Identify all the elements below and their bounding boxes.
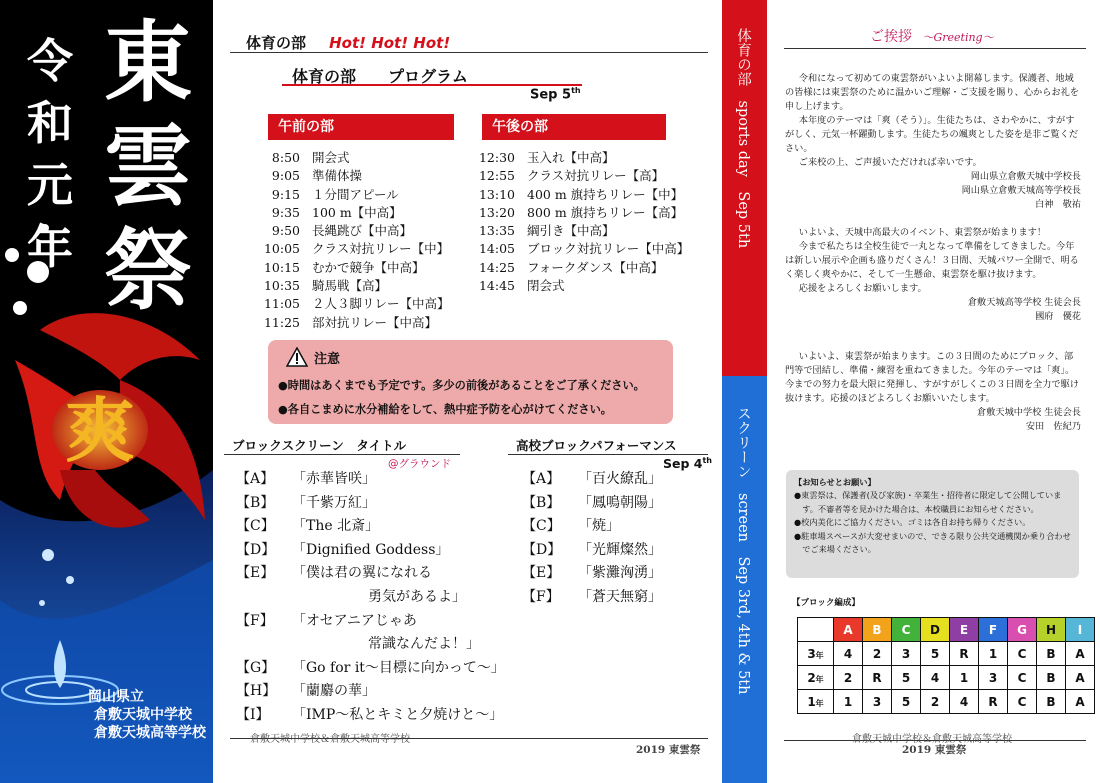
schedule-row xyxy=(260,222,450,240)
grade-unit: 年 xyxy=(815,650,824,660)
title-char: 東 xyxy=(103,10,192,114)
block-cell: B xyxy=(1037,642,1066,666)
block-cell: 3 xyxy=(979,666,1008,690)
block-header-cell: I xyxy=(1066,618,1095,642)
block-title: 「IMP～私とキミと夕焼けと～」 xyxy=(292,706,504,723)
page-header-label: 体育の部 xyxy=(246,34,307,52)
school-names xyxy=(88,688,206,742)
cover-poster xyxy=(0,0,213,783)
corner-cell xyxy=(798,618,834,642)
block-letter: 【E】 xyxy=(236,565,275,582)
block-title: 「焼」 xyxy=(578,518,620,535)
grade-row xyxy=(798,690,1095,714)
era-vertical-text xyxy=(22,30,78,278)
performance-title-list xyxy=(522,468,662,610)
screen-venue: @グラウンド xyxy=(388,458,451,470)
block-title: 「赤華皆咲」 xyxy=(292,471,376,487)
schedule-time: 14:25 xyxy=(478,259,515,275)
greeting-heading xyxy=(870,26,994,46)
spine-bottom-text: スクリーン screen Sep 3rd, 4th & 5th xyxy=(735,406,751,695)
schedule-row xyxy=(475,259,689,277)
block-letter: 【D】 xyxy=(522,541,562,558)
performance-title-item xyxy=(522,492,662,516)
schedule-row xyxy=(260,240,450,258)
block-cell: 3 xyxy=(863,690,892,714)
performance-title-item xyxy=(522,468,662,492)
block-title: 「蒼天無窮」 xyxy=(578,588,662,605)
block-cell: 4 xyxy=(834,642,863,666)
block-letter: 【A】 xyxy=(236,471,275,487)
block-header-cell: G xyxy=(1008,618,1037,642)
school-junior-high: 倉敷天城中学校 xyxy=(94,707,192,723)
greeting-title: ご挨拶 xyxy=(870,29,912,45)
schedule-event: 綱引き【中高】 xyxy=(527,223,615,239)
schedule-time: 10:35 xyxy=(263,278,300,294)
block-cell: A xyxy=(1066,642,1095,666)
spine-top-text: 体育の部 sports day Sep 5th xyxy=(735,28,751,249)
screen-title-item xyxy=(236,515,505,539)
screen-title-item xyxy=(236,657,505,681)
block-cell: R xyxy=(950,642,979,666)
block-cell: 1 xyxy=(979,642,1008,666)
signature-line: 倉敷天城高等学校 生徒会長 xyxy=(967,297,1081,308)
block-title: 「オセアニアじゃあ xyxy=(292,612,417,629)
block-letter: 【F】 xyxy=(236,612,274,629)
performance-title-item xyxy=(522,515,662,539)
schedule-event: 長縄跳び【中高】 xyxy=(312,223,413,239)
screen-title-item xyxy=(236,680,505,704)
schedule-time: 14:45 xyxy=(478,278,515,294)
screen-title-item xyxy=(236,704,505,728)
greeting-paragraph: 令和になって初めての東雲祭がいよいよ開幕します。保護者、地域の皆様には東雲祭のために温かいご理解・ご支援を賜り、心からお礼を申し上げます。 xyxy=(785,73,1079,112)
block-title: 「Go for it～目標に向かって～」 xyxy=(292,659,505,676)
performance-date-sup: th xyxy=(702,456,713,465)
block-letter: 【C】 xyxy=(522,518,561,535)
performance-section-rule xyxy=(508,454,708,455)
schedule-time: 14:05 xyxy=(478,241,515,257)
greeting-paragraph: 応援をよろしくお願いします。 xyxy=(798,283,927,294)
block-cell: 2 xyxy=(834,666,863,690)
block-header-cell: D xyxy=(921,618,950,642)
warning-icon xyxy=(286,347,308,367)
caution-box xyxy=(268,340,673,424)
performance-title-item xyxy=(522,539,662,563)
greeting-principal xyxy=(785,72,1081,212)
schedule-event: むかで競争【中高】 xyxy=(312,259,425,275)
schedule-event: クラス対抗リレー【中】 xyxy=(312,241,450,257)
caution-title: 注意 xyxy=(314,351,341,367)
greeting-hs-president xyxy=(785,226,1081,324)
greeting-subtitle: ～Greeting～ xyxy=(922,31,994,44)
grade-unit: 年 xyxy=(815,674,824,684)
block-letter: 【C】 xyxy=(236,518,275,535)
caution-line: ●時間はあくまでも予定です。多少の前後があることをご了承ください。 xyxy=(278,379,645,392)
block-letter: 【A】 xyxy=(522,471,561,487)
schedule-event: 100 m【中高】 xyxy=(312,204,402,220)
screen-section-title: ブロックスクリーン タイトル xyxy=(232,438,407,453)
notice-box xyxy=(786,470,1079,578)
block-cell: R xyxy=(979,690,1008,714)
era-char: 年 xyxy=(27,220,73,274)
block-cell: 4 xyxy=(921,666,950,690)
spine-red xyxy=(722,0,767,376)
svg-text:爽: 爽 xyxy=(65,389,135,472)
school-prefecture: 岡山県立 xyxy=(88,689,144,705)
schedule-time: 12:30 xyxy=(478,150,515,165)
block-letter xyxy=(236,586,292,610)
era-char: 和 xyxy=(27,96,73,150)
schedule-row xyxy=(475,186,689,204)
schedule-row xyxy=(260,295,450,313)
page-header-accent: Hot! Hot! Hot! xyxy=(329,34,451,52)
performance-title-item xyxy=(522,562,662,586)
block-letter: 【H】 xyxy=(236,683,277,700)
block-cell: 1 xyxy=(950,666,979,690)
schedule-event: ２人３脚リレー【中高】 xyxy=(312,296,450,312)
era-char: 元 xyxy=(27,158,73,212)
notice-title: 【お知らせとお願い】 xyxy=(794,477,876,487)
block-letter: 【B】 xyxy=(236,494,275,511)
greeting-paragraph: いよいよ、東雲祭が始まります。この３日間のためにブロック、部門等で団結し、準備・練習を重ねてきました。今年のテーマは「爽」。今までの努力を最大限に発揮し、すがすがしくこの３日間を全力で駆け抜けます。応援のほどよろしくお願いいたします。 xyxy=(785,351,1079,404)
schedule-event: 800 m 旗持ちリレー【高】 xyxy=(527,204,684,220)
schedule-time: 9:15 xyxy=(271,186,300,202)
right-footer-year: 2019 東雲祭 xyxy=(902,744,967,756)
block-letter: 【B】 xyxy=(522,494,561,511)
block-letter: 【F】 xyxy=(522,588,560,605)
signature-line: 倉敷天城中学校 生徒会長 xyxy=(977,407,1081,418)
program-date xyxy=(530,86,581,102)
performance-title-item xyxy=(522,586,662,610)
schedule-time: 13:35 xyxy=(478,223,515,239)
schedule-event: 開会式 xyxy=(312,150,350,165)
block-title: 常識なんだよ！」 xyxy=(368,636,480,653)
school-high: 倉敷天城高等学校 xyxy=(94,725,206,741)
schedule-time: 13:20 xyxy=(478,204,515,220)
grade-number: 2 xyxy=(807,670,816,685)
schedule-event: フォークダンス【中高】 xyxy=(527,259,664,275)
schedule-time: 9:35 xyxy=(271,204,300,220)
block-title: 「蘭麝の華」 xyxy=(292,683,376,700)
block-letter: 【E】 xyxy=(522,565,561,582)
block-cell: C xyxy=(1008,666,1037,690)
grade-cell xyxy=(798,690,834,714)
grade-cell xyxy=(798,642,834,666)
block-assignment-table xyxy=(797,617,1095,714)
block-title: 勇気があるよ」 xyxy=(368,588,466,605)
signature-line: 岡山県立倉敷天城中学校長 xyxy=(970,171,1081,182)
page-header xyxy=(246,32,450,53)
performance-date xyxy=(663,456,712,471)
screen-title-item xyxy=(236,562,505,586)
greeting-paragraph: ご来校の上、ご声援いただければ幸いです。 xyxy=(798,157,982,168)
title-char: 祭 xyxy=(103,218,192,322)
program-title: 体育の部 プログラム xyxy=(292,67,468,86)
grade-number: 3 xyxy=(807,646,816,661)
notice-item: ●校内美化にご協力ください。ゴミは各自お持ち帰りください。 xyxy=(794,517,1031,528)
grade-row xyxy=(798,642,1095,666)
schedule-time: 9:50 xyxy=(271,223,300,239)
schedule-row xyxy=(260,204,450,222)
block-title: 「Dignified Goddess」 xyxy=(292,541,450,558)
greeting-rule xyxy=(784,48,1086,49)
footer-schools: 倉敷天城中学校＆倉敷天城高等学校 xyxy=(250,734,410,745)
caution-line: ●各自こまめに水分補給をして、熱中症予防を心がけてください。 xyxy=(278,403,612,416)
schedule-time: 11:05 xyxy=(263,296,300,312)
schedule-event: 部対抗リレー【中高】 xyxy=(312,314,438,330)
greeting-paragraph: いよいよ、天城中高最大のイベント、東雲祭が始まります！ xyxy=(798,227,1047,238)
notice-item: ●駐車場スペースが大変せまいので、できる限り公共交通機関か乗り合わせでご来場ください。 xyxy=(794,530,1071,555)
screen-title-list xyxy=(236,468,505,728)
afternoon-header: 午後の部 xyxy=(482,114,666,140)
signature-line: 國府 優花 xyxy=(1035,311,1081,322)
schedule-row xyxy=(475,240,689,258)
signature-line: 白神 敬祐 xyxy=(1035,199,1081,210)
block-cell: R xyxy=(863,666,892,690)
block-cell: C xyxy=(1008,642,1037,666)
festival-title-vertical xyxy=(98,10,198,322)
title-char: 雲 xyxy=(103,114,192,218)
screen-title-item xyxy=(236,468,505,492)
schedule-row xyxy=(475,277,689,295)
caution-lines xyxy=(278,374,645,422)
block-header-cell: C xyxy=(892,618,921,642)
program-date-text: Sep 5 xyxy=(530,87,572,103)
schedule-row xyxy=(260,186,450,204)
schedule-event: ブロック対抗リレー【中高】 xyxy=(527,241,690,257)
grade-number: 1 xyxy=(807,694,816,709)
right-footer-schools: 倉敷天城中学校＆倉敷天城高等学校 xyxy=(852,734,1012,745)
screen-title-item xyxy=(236,539,505,563)
block-cell: C xyxy=(1008,690,1037,714)
schedule-event: 玉入れ【中高】 xyxy=(527,150,615,165)
block-letter: 【I】 xyxy=(236,706,270,723)
schedule-event: 準備体操 xyxy=(312,168,363,184)
block-title: 「千紫万紅」 xyxy=(292,494,376,511)
schedule-row xyxy=(475,222,689,240)
schedule-event: 閉会式 xyxy=(527,278,565,294)
performance-date-text: Sep 4 xyxy=(663,456,703,472)
block-title: 「鳳鳴朝陽」 xyxy=(578,494,662,511)
schedule-row xyxy=(260,259,450,277)
schedule-time: 9:05 xyxy=(271,168,300,184)
spine-blue xyxy=(722,376,767,783)
screen-title-item xyxy=(236,633,505,657)
schedule-time: 10:15 xyxy=(263,259,300,275)
schedule-row xyxy=(475,167,689,185)
screen-title-item xyxy=(236,492,505,516)
block-cell: 2 xyxy=(863,642,892,666)
block-title: 「紫灘洶湧」 xyxy=(578,565,662,582)
schedule-row xyxy=(260,149,450,167)
performance-section-title: 高校ブロックパフォーマンス xyxy=(516,438,677,453)
block-title: 「光輝燦然」 xyxy=(578,541,662,558)
schedule-time: 13:10 xyxy=(478,186,515,202)
schedule-row xyxy=(260,167,450,185)
block-cell: 4 xyxy=(950,690,979,714)
era-char: 令 xyxy=(27,34,73,88)
screen-title-item xyxy=(236,586,505,610)
schedule-row xyxy=(260,277,450,295)
footer-year: 2019 東雲祭 xyxy=(636,744,701,756)
schedule-time: 8:50 xyxy=(271,150,300,165)
morning-header: 午前の部 xyxy=(268,114,454,140)
program-date-sup: th xyxy=(571,86,581,95)
schedule-time: 10:05 xyxy=(263,241,300,257)
schedule-time: 11:25 xyxy=(263,314,300,330)
block-letter: 【G】 xyxy=(236,659,276,676)
schedule-row xyxy=(260,314,450,332)
header-rule xyxy=(230,52,708,53)
schedule-row xyxy=(475,149,689,167)
block-cell: 3 xyxy=(892,642,921,666)
schedule-event: 騎馬戦【高】 xyxy=(312,278,388,294)
block-header-cell: A xyxy=(834,618,863,642)
block-cell: 5 xyxy=(892,690,921,714)
grade-unit: 年 xyxy=(815,698,824,708)
signature-line: 岡山県立倉敷天城高等学校長 xyxy=(961,185,1081,196)
block-title: 「僕は君の翼になれる xyxy=(292,565,432,582)
schedule-time: 12:55 xyxy=(478,168,515,184)
block-cell: 2 xyxy=(921,690,950,714)
block-cell: 1 xyxy=(834,690,863,714)
block-letter xyxy=(236,633,292,657)
block-header-cell: H xyxy=(1037,618,1066,642)
block-header-row xyxy=(798,618,1095,642)
caution-heading xyxy=(286,347,340,367)
block-header-cell: B xyxy=(863,618,892,642)
block-title: 「百火繚乱」 xyxy=(578,471,662,487)
notice-item: ●東雲祭は、保護者(及び家族)・卒業生・招待者に限定して公開しています。不審者等を見かけた場合は、本校職員にお知らせください。 xyxy=(794,490,1062,514)
block-cell: A xyxy=(1066,690,1095,714)
schedule-event: １分間アピール xyxy=(312,186,399,202)
schedule-event: クラス対抗リレー【高】 xyxy=(527,168,665,184)
schedule-event: 400 m 旗持ちリレー【中】 xyxy=(527,186,684,202)
greeting-paragraph: 今まで私たちは全校生徒で一丸となって準備をしてきました。今年は新しい展示や企画も盛りだくさん！３日間、天城パワー全開で、明るく楽しく爽やかに、そして一生懸命、東雲祭を駆け抜けます。 xyxy=(785,241,1079,280)
morning-schedule xyxy=(260,149,450,332)
block-cell: B xyxy=(1037,666,1066,690)
afternoon-schedule xyxy=(475,149,689,295)
block-letter: 【D】 xyxy=(236,541,276,558)
screen-title-item xyxy=(236,610,505,634)
screen-section-rule xyxy=(224,454,460,455)
schedule-row xyxy=(475,204,689,222)
block-cell: B xyxy=(1037,690,1066,714)
block-header-cell: E xyxy=(950,618,979,642)
block-cell: 5 xyxy=(921,642,950,666)
grade-row xyxy=(798,666,1095,690)
signature-line: 安田 佐紀乃 xyxy=(1025,421,1081,432)
greeting-paragraph: 本年度のテーマは「爽（そう）」。生徒たちは、さわやかに、すがすがしく、元気一杯躍動します。生徒たちの颯爽とした姿を是非ご覧ください。 xyxy=(785,115,1079,154)
block-table-title: 【ブロック編成】 xyxy=(792,598,860,608)
greeting-jh-president xyxy=(785,350,1081,434)
block-cell: 5 xyxy=(892,666,921,690)
block-cell: A xyxy=(1066,666,1095,690)
block-title: 「The 北斎」 xyxy=(292,518,380,535)
grade-cell xyxy=(798,666,834,690)
block-header-cell: F xyxy=(979,618,1008,642)
